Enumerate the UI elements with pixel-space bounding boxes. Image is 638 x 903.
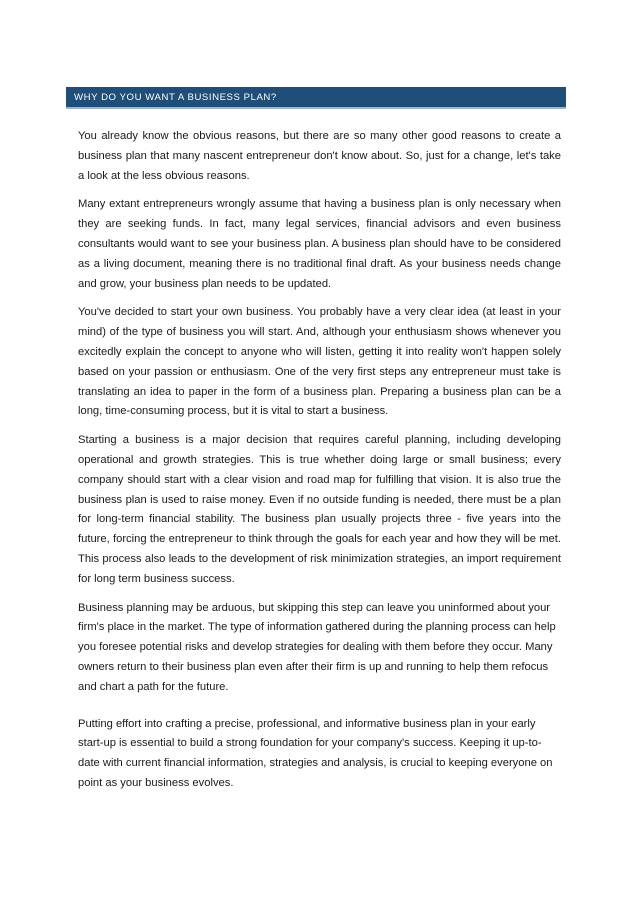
paragraph-start-business: You've decided to start your own business. You probably have a very clear idea (at least in your mind) of the type of business you will start. And, although your enthusiasm shows whenever you excitedly explain the concept to anyone who will listen, getting it into reality won't happen solely based on your passion or enthusiasm. One of the very first steps any entrepreneur must take is translating an idea to paper in the form of a business plan. Preparing a business plan can be a long, time-consuming process, but it is vital to start a business. [78, 306, 561, 418]
paragraph-living-document: Many extant entrepreneurs wrongly assume that having a business plan is only necessary when they are seeking funds. In fact, many legal services, financial advisors and even business consultants would want to see your business plan. A business plan should have to be considered as a living document, meaning there is no traditional final draft. As your business needs change and grow, your business plan needs to be updated. [78, 198, 561, 290]
section-heading: WHY DO YOU WANT A BUSINESS PLAN? [74, 92, 277, 103]
document-body [78, 127, 561, 803]
section-heading-bar [66, 87, 566, 109]
paragraph-careful-planning: Starting a business is a major decision that requires careful planning, including developing operational and growth strategies. This is true whether doing large or small business; every company should start with a clear vision and road map for fulfilling that vision. It is also true the business plan is used to raise money. Even if no outside funding is needed, there must be a plan for long-term financial stability. The business plan usually projects three - five years into the future, forcing the entrepreneur to think through the goals for each year and how they will be met. This process also leads to the development of risk minimization strategies, an import requirement for long term business success. [78, 434, 561, 585]
paragraph-putting-effort: Putting effort into crafting a precise, professional, and informative business plan in your early start-up is essential to build a strong foundation for your company's success. Keeping it up-to-date with current financial information, strategies and analysis, is crucial to keeping everyone on point as your business evolves. [78, 717, 553, 789]
paragraph-obvious-reasons: You already know the obvious reasons, but there are so many other good reasons to create a business plan that many nascent entrepreneur don't know about. So, just for a change, let's take a look at the less obvious reasons. [78, 130, 561, 182]
paragraph-business-planning: Business planning may be arduous, but skipping this step can leave you uninformed about your firm's place in the market. The type of information gathered during the planning process can help you foresee potential risks and develop strategies for dealing with them before they occur. Many owners return to their business plan even after their firm is up and running to help them refocus and chart a path for the future. [78, 601, 556, 693]
